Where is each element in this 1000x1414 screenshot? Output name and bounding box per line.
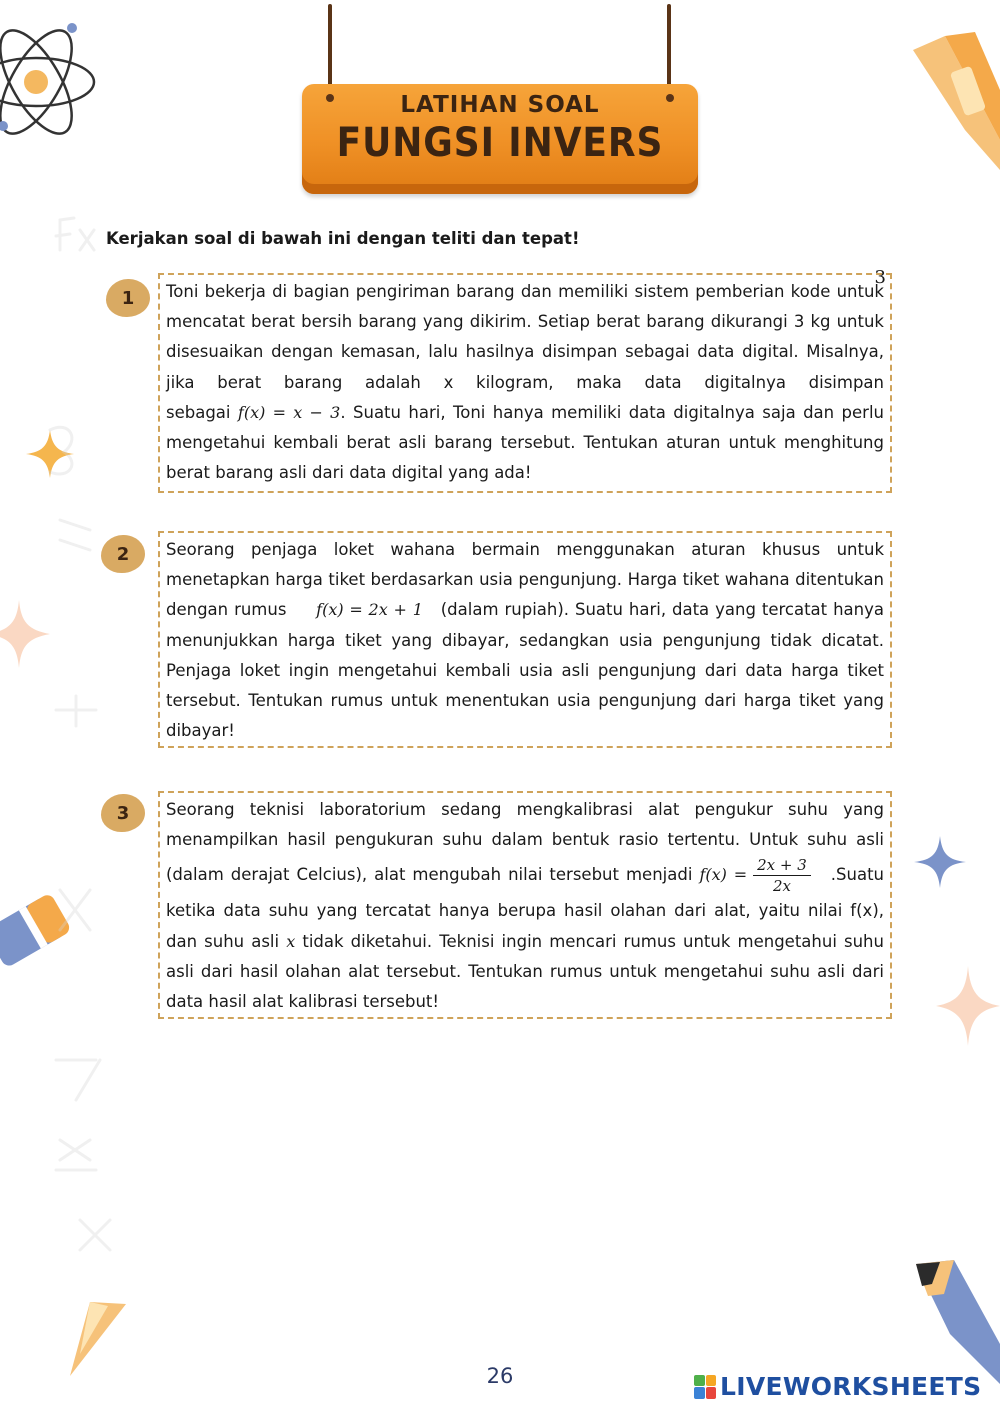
title-sign — [302, 84, 698, 194]
pencil-top-right-icon — [905, 30, 1000, 170]
formula-lhs: f(x) = — [699, 865, 748, 885]
question-box-2 — [158, 531, 892, 748]
question-box-1 — [158, 267, 892, 493]
question-text-part: . Suatu hari, Toni hanya memiliki data digitalnya saja dan perlu mengetahui kembali berat asli barang tersebut. Tentukan aturan untuk menghitung berat barang asli dari data digital yang ada! — [166, 402, 884, 483]
question-text-part: Seorang teknisi laboratorium sedang mengkalibrasi alat pengukur suhu yang menampilkan hasil pengukuran suhu dalam bentuk rasio tertentu. Untuk suhu asli (dalam derajat Celcius), alat mengubah nilai tersebut menjadi — [166, 800, 884, 885]
formula: f(x) = 2x + 1 — [316, 600, 423, 620]
page-title: FUNGSI INVERS — [336, 120, 664, 166]
sign-subtitle: LATIHAN SOAL — [400, 92, 600, 118]
page-number: 26 — [486, 1364, 514, 1388]
sparkle-icon — [914, 836, 966, 888]
variable: x — [286, 931, 296, 951]
question-text — [166, 535, 884, 746]
fraction-denominator: 2x — [772, 877, 791, 896]
liveworksheets-logo-icon — [694, 1375, 716, 1399]
question-box-3 — [158, 791, 892, 1019]
corner-mark: 3 — [874, 267, 886, 288]
formula: f(x) = x − 3 — [237, 402, 341, 422]
question-text-part: (dalam rupiah). Suatu hari, data yang tercatat hanya menunjukkan harga tiket yang dibayar, sedangkan usia pengunjung tidak dicatat. Penjaga loket ingin mengetahui kembali usia asli pengunjung dari data harga tiket tersebut. Tentukan rumus untuk menentukan usia pengunjung dari harga tiket yang dibayar! — [166, 600, 884, 741]
instruction-text: Kerjakan soal di bawah ini dengan teliti dan tepat! — [106, 229, 580, 248]
brand-text: LIVEWORKSHEETS — [720, 1372, 982, 1401]
question-text-part: Toni bekerja di bagian pengiriman barang dan memiliki sistem pemberian kode untuk mencatat berat bersih barang yang dikirim. Setiap berat barang dikurangi 3 kg untuk disesuaikan dengan kemasan, lalu hasilnya disimpan sebagai data digital. Misalnya, jika berat barang adalah x kilogram, maka data digitalnya disimpan sebagai — [166, 282, 884, 422]
sparkle-icon — [936, 966, 1000, 1046]
fraction — [753, 855, 811, 896]
question-text-part: Seorang penjaga loket wahana bermain menggunakan aturan khusus untuk menetapkan harga tiket berdasarkan usia pengunjung. Harga tiket wahana ditentukan dengan rumus — [166, 540, 884, 620]
question-text-part: tidak diketahui. Teknisi ingin mencari rumus untuk mengetahui suhu asli dari hasil olahan alat tersebut. Tentukan rumus untuk mengetahui suhu asli dari data hasil alat kalibrasi tersebut! — [166, 931, 884, 1012]
math-doodle-icon — [20, 100, 130, 1300]
brand-logo[interactable] — [694, 1372, 981, 1401]
question-number-badge: 2 — [101, 535, 145, 573]
question-text-part: .Suatu ketika data suhu yang tercatat hanya berupa hasil olahan dari alat, yaitu nilai f(x), dan suhu asli — [166, 865, 885, 951]
question-number-badge: 1 — [106, 279, 150, 317]
fraction-numerator: 2x + 3 — [753, 855, 811, 876]
question-number-badge: 3 — [101, 794, 145, 832]
question-text — [166, 277, 884, 488]
question-text — [166, 795, 884, 1017]
